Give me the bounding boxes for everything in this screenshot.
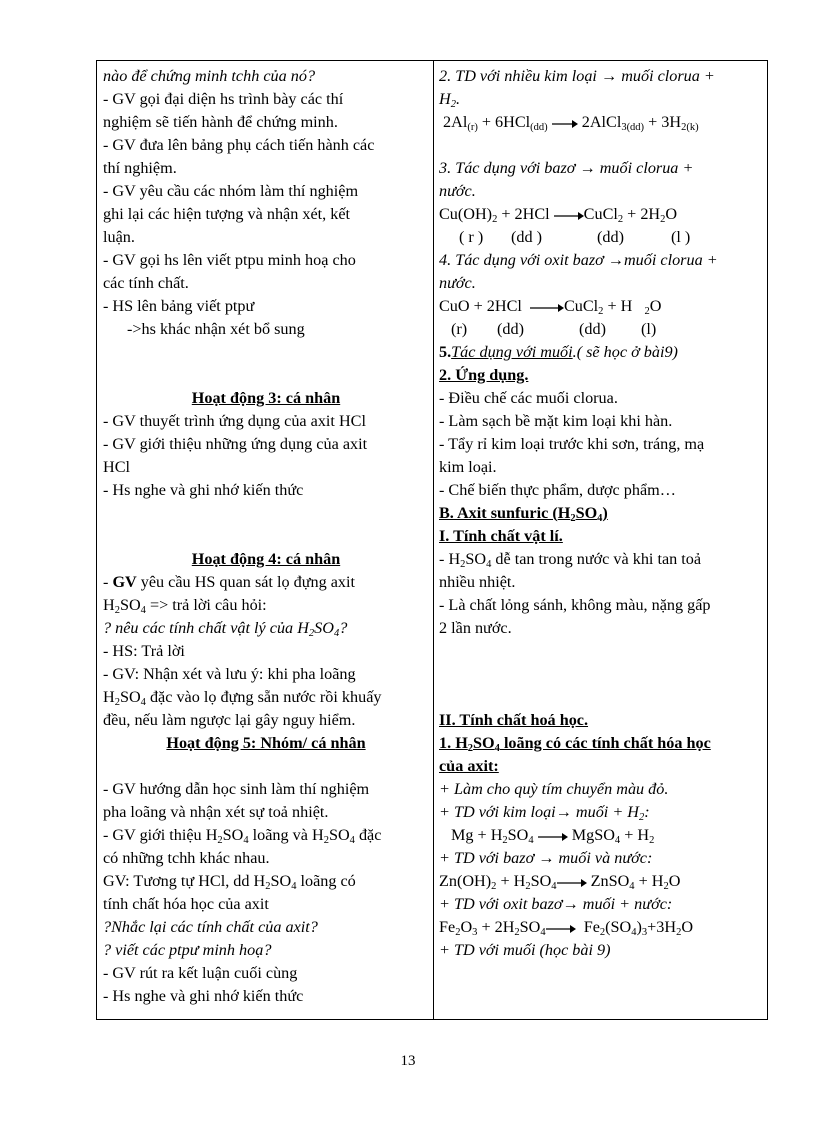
formula: SO: [314, 619, 334, 637]
page-number: 13: [400, 1053, 416, 1069]
formula: SO: [519, 918, 541, 936]
subscript: 4: [528, 835, 534, 846]
lesson-content-column: [439, 65, 765, 962]
section-heading: của axit:: [439, 757, 499, 775]
text-line: - Điều chế các muối clorua.: [439, 389, 618, 407]
subscript: 2: [663, 881, 669, 892]
formula: + H: [634, 872, 664, 890]
formula: O: [665, 205, 678, 223]
equation: [439, 203, 765, 226]
text-line: 4. Tác dụng với oxit bazơ →muối clorua +: [439, 251, 718, 269]
formula: 2Al: [443, 113, 468, 131]
subscript: 2: [467, 743, 474, 754]
subscript: 2: [455, 927, 461, 938]
text-line: - GV đưa lên bảng phụ cách tiến hành các: [103, 136, 375, 154]
text-line: các tính chất.: [103, 274, 189, 292]
activity-4-heading: Hoạt động 4: cá nhân: [191, 550, 341, 568]
text-line: - Tẩy rỉ kim loại trước khi sơn, tráng, mạ: [439, 435, 705, 453]
subscript: 4: [243, 835, 249, 846]
text-span: B. Axit sunfuric (: [439, 504, 558, 522]
formula: O: [649, 297, 662, 315]
formula: CuO + 2HCl: [439, 297, 526, 315]
spacer: [103, 341, 429, 387]
subscript: 2: [502, 835, 508, 846]
subscript: 2: [114, 605, 120, 616]
text-span: + TD với kim loại→ muối + H: [439, 803, 639, 821]
formula: ): [636, 918, 642, 936]
subscript: 4: [631, 927, 637, 938]
subscript: 2: [676, 927, 682, 938]
formula: ZnSO: [590, 872, 630, 890]
spacer: [103, 755, 429, 778]
subscript-part: 3: [621, 122, 627, 133]
text-line: nước.: [439, 182, 476, 200]
text-line: - GV thuyết trình ứng dụng của axit HCl: [103, 412, 366, 430]
formula: SO: [473, 734, 495, 752]
subscript: 2: [114, 697, 120, 708]
subscript: 3: [472, 927, 478, 938]
formula: Cu(OH): [439, 205, 493, 223]
text-line: - GV: Nhận xét và lưu ý: khi pha loãng: [103, 665, 356, 683]
text-line: - GV giới thiệu những ứng dụng của axit: [103, 435, 368, 453]
subscript: (dd): [530, 122, 548, 133]
formula: SO: [270, 872, 292, 890]
subscript-part: 2: [681, 122, 687, 133]
formula: + 3H: [648, 113, 682, 131]
text-span: yêu cầu HS quan sát lọ đựng axit: [136, 573, 355, 591]
formula: H: [103, 596, 115, 614]
text-span: GV: Tương tự HCl, dd: [103, 872, 254, 890]
teacher-activities-column: [103, 65, 429, 1008]
formula: SO: [328, 826, 350, 844]
text-line: luận.: [103, 228, 135, 246]
subscript: 4: [540, 927, 546, 938]
subscript: 2: [265, 881, 271, 892]
formula: SO: [119, 688, 141, 706]
subscript: [621, 122, 644, 133]
state-labels: [439, 318, 765, 341]
subscript: 4: [333, 628, 340, 639]
subscript: [681, 122, 699, 133]
reaction-arrow-icon: [530, 302, 564, 312]
formula: H: [448, 550, 461, 568]
formula: H: [297, 619, 309, 637]
text-line: ->hs khác nhận xét bổ sung: [127, 320, 305, 338]
formula: H: [103, 688, 115, 706]
equation: [439, 870, 765, 893]
text-line: 2. TD với nhiều kim loại → muối clorua +: [439, 67, 715, 85]
content-table: [96, 60, 768, 1020]
formula: + H: [620, 826, 650, 844]
formula: + 2HCl: [497, 205, 554, 223]
section-heading: 2. Ứng dụng.: [439, 366, 529, 384]
text-line: - GV gọi đại diện hs trình bày các thí: [103, 90, 344, 108]
text-line: + Làm cho quỳ tím chuyển màu đỏ.: [439, 780, 669, 798]
equation: [439, 295, 765, 318]
gv-label: GV: [112, 573, 137, 591]
text-span: ? nêu các tính chất vật lý của: [103, 619, 298, 637]
formula: Fe: [439, 918, 456, 936]
formula: Zn(OH): [439, 872, 492, 890]
formula: H: [557, 504, 571, 522]
formula: MgSO: [571, 826, 615, 844]
state-label: (dd): [597, 228, 624, 246]
formula: + H: [603, 297, 633, 315]
formula: H: [455, 734, 468, 752]
formula: Mg +: [451, 826, 491, 844]
text-line: - HS: Trả lời: [103, 642, 185, 660]
text-line: có những tchh khác nhau.: [103, 849, 270, 867]
spacer: [103, 502, 429, 548]
state-label: (r): [451, 320, 468, 338]
formula: +3H: [647, 918, 677, 936]
subscript: 4: [140, 697, 146, 708]
formula: SO: [575, 504, 598, 522]
text-line: nước.: [439, 274, 476, 292]
text-span: .( sẽ học ở bài9): [572, 343, 678, 361]
formula: O: [668, 872, 681, 890]
reaction-arrow-icon: [554, 210, 584, 220]
formula: + 2: [477, 918, 503, 936]
subscript: 4: [349, 835, 355, 846]
section-heading: II. Tính chất hoá học.: [439, 711, 589, 729]
text-line: ? nêu các tính chất vật lý của $H_2SO_4$?: [103, 619, 348, 639]
subscript: 4: [494, 743, 500, 754]
state-labels: [439, 226, 765, 249]
text-line: + TD với bazơ → muối và nước:: [439, 849, 653, 867]
subscript: 2: [217, 835, 223, 846]
text-line: kim loại.: [439, 458, 497, 476]
subscript: 2: [491, 881, 497, 892]
formula: CuCl: [563, 297, 599, 315]
text-line: - HS lên bảng viết ptpư: [103, 297, 255, 315]
text-line: - Chế biến thực phẩm, dược phẩm…: [439, 481, 676, 499]
text-span: - GV giới thiệu: [103, 826, 206, 844]
subscript-part: (k): [686, 122, 699, 133]
formula: H: [311, 826, 324, 844]
formula: CuCl: [583, 205, 618, 223]
subscript: 4: [486, 559, 492, 570]
subscript: 2: [599, 927, 606, 938]
state-label: (l ): [671, 228, 691, 246]
formula: SO: [465, 550, 487, 568]
text-line: - Hs nghe và ghi nhớ kiến thức: [103, 481, 304, 499]
formula: H: [502, 918, 515, 936]
subscript: 4: [291, 881, 297, 892]
text-line: $H_2$.: [439, 90, 460, 110]
text-span: dễ tan trong nước và khi tan toả: [491, 550, 702, 568]
reaction-arrow-icon: [538, 831, 568, 841]
text-line: - GV gọi hs lên viết ptpu minh hoạ cho: [103, 251, 356, 269]
formula: H: [513, 872, 526, 890]
subscript: 2: [450, 99, 456, 110]
subscript: 2: [660, 214, 666, 225]
text-line: - GV yêu cầu HS quan sát lọ đựng axit: [103, 573, 355, 591]
spacer: [439, 134, 765, 157]
text-span: 1.: [439, 734, 456, 752]
formula: H: [253, 872, 266, 890]
text-line: nhiều nhiệt.: [439, 573, 516, 591]
formula: + 2H: [623, 205, 661, 223]
text-line: ?Nhắc lại các tính chất của axit?: [103, 918, 318, 936]
text-span: => trả lời câu hỏi:: [145, 596, 267, 614]
activity-5-heading: Hoạt động 5: Nhóm/ cá nhân: [166, 734, 366, 752]
subscript: 4: [140, 605, 146, 616]
equation: [439, 111, 765, 134]
formula: O: [460, 918, 473, 936]
subscript: 4: [551, 881, 557, 892]
text-line: nghiệm sẽ tiến hành để chứng minh.: [103, 113, 338, 131]
subscript: 2: [617, 214, 624, 225]
state-label: (dd): [579, 320, 606, 338]
item-number: 5.: [439, 343, 452, 361]
state-label: (dd): [497, 320, 524, 338]
spacer: [439, 640, 765, 686]
formula: 2AlCl: [581, 113, 622, 131]
text-span: ): [602, 504, 608, 522]
subscript: 2: [525, 881, 531, 892]
state-label: (dd ): [511, 228, 543, 246]
text-line: 2 lần nước.: [439, 619, 512, 637]
text-line: [103, 686, 429, 709]
formula: (SO: [605, 918, 632, 936]
text-line: tính chất hóa học của axit: [103, 895, 269, 913]
text-line: [439, 341, 765, 364]
subscript: (r): [467, 122, 478, 133]
text-line: + TD với muối (học bài 9): [439, 941, 611, 959]
column-divider: [433, 61, 434, 1019]
text-line: đều, nếu làm ngược lại gây nguy hiểm.: [103, 711, 356, 729]
formula: SO: [530, 872, 552, 890]
activity-3-heading: Hoạt động 3: cá nhân: [191, 389, 341, 407]
subscript: 2: [492, 214, 498, 225]
subscript: 2: [639, 812, 645, 823]
text-line: [103, 870, 429, 893]
formula: SO: [119, 596, 141, 614]
text-span: đặc vào lọ đựng sẵn nước rồi khuấy: [145, 688, 382, 706]
text-line: [103, 594, 429, 617]
text-span: đặc: [354, 826, 382, 844]
subscript: 2: [323, 835, 329, 846]
text-span: loãng có: [296, 872, 356, 890]
section-heading: [439, 732, 765, 755]
formula: H: [205, 826, 218, 844]
equation: [439, 824, 765, 847]
text-line: ghi lại các hiện tượng và nhận xét, kết: [103, 205, 351, 223]
text-span: loãng có các tính chất hóa học: [499, 734, 711, 752]
section-heading: I. Tính chất vật lí.: [439, 527, 563, 545]
text-line: - $H_2SO_4$ dễ tan trong nước và khi tan toả: [439, 550, 702, 570]
text-line: - Hs nghe và ghi nhớ kiến thức: [103, 987, 304, 1005]
text-line: thí nghiệm.: [103, 159, 177, 177]
formula: O: [681, 918, 694, 936]
equation: [439, 916, 765, 939]
text-line: - Làm sạch bề mặt kim loại khi hàn.: [439, 412, 673, 430]
text-line: - GV hướng dẫn học sinh làm thí nghiệm: [103, 780, 370, 798]
text-line: [103, 824, 429, 847]
formula: SO: [507, 826, 529, 844]
formula: Fe: [583, 918, 600, 936]
spacer: [439, 686, 765, 709]
text-line: - GV rút ra kết luận cuối cùng: [103, 964, 298, 982]
section-heading: [439, 502, 765, 525]
text-line: pha loãng và nhận xét sự toả nhiệt.: [103, 803, 329, 821]
state-label: ( r ): [459, 228, 484, 246]
subscript: 4: [614, 835, 621, 846]
subscript: 2: [570, 513, 576, 524]
subscript: 2: [649, 835, 655, 846]
text-line: - GV yêu cầu các nhóm làm thí nghiệm: [103, 182, 359, 200]
formula: +: [496, 872, 514, 890]
formula: H: [490, 826, 503, 844]
state-label: (l): [641, 320, 657, 338]
text-line: 3. Tác dụng với bazơ → muối clorua +: [439, 159, 694, 177]
text-line: - Là chất lỏng sánh, không màu, nặng gấp: [439, 596, 711, 614]
subscript: 2: [308, 628, 315, 639]
formula: + 6HCl: [481, 113, 531, 131]
text-line: nào để chứng minh tchh của nó?: [103, 67, 316, 85]
subscript: 2: [644, 306, 650, 317]
formula: H: [439, 90, 451, 108]
reaction-arrow-icon: [552, 118, 578, 128]
subscript: 3: [641, 927, 648, 938]
subscript: 4: [629, 881, 635, 892]
text-span: Tác dụng với muối: [451, 343, 573, 361]
reaction-arrow-icon: [557, 877, 587, 887]
text-span: loãng và: [248, 826, 312, 844]
subscript: 2: [460, 559, 466, 570]
text-line: + TD với oxit bazơ→ muối + nước:: [439, 895, 673, 913]
subscript: 2: [598, 306, 604, 317]
subscript: 4: [597, 513, 603, 524]
subscript-part: (dd): [626, 122, 645, 133]
text-line: + TD với kim loại→ muối + $H_2$:: [439, 803, 650, 823]
subscript: 2: [514, 927, 520, 938]
text-line: ? viết các ptpư minh hoạ?: [103, 941, 272, 959]
text-line: HCl: [103, 458, 130, 476]
formula: SO: [222, 826, 244, 844]
reaction-arrow-icon: [546, 923, 576, 933]
